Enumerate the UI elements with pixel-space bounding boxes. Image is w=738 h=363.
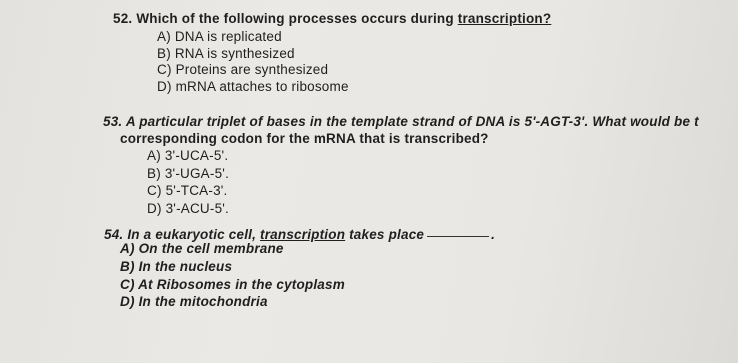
question-53-option-b: B) 3'-UGA-5'.	[147, 166, 230, 181]
question-52-keyword: transcription?	[457, 11, 552, 26]
question-54-prompt-text: 54. In a eukaryotic cell,	[104, 227, 261, 242]
question-52-prompt	[113, 11, 551, 27]
question-53-option-a: A) 3'-UCA-5'.	[147, 148, 229, 163]
question-54-option-b: B) In the nucleus	[120, 259, 233, 274]
question-54-prompt-suffix: takes place	[345, 227, 425, 242]
question-53-option-d: D) 3'-ACU-5'.	[147, 201, 230, 216]
question-54-option-c: C) At Ribosomes in the cytoplasm	[120, 277, 345, 292]
question-53-option-c: C) 5'-TCA-3'.	[147, 183, 228, 198]
question-54-period: .	[491, 227, 496, 242]
question-54-option-d: D) In the mitochondria	[120, 294, 268, 309]
question-52-option-b: B) RNA is synthesized	[157, 46, 295, 61]
question-52-option-c: C) Proteins are synthesized	[157, 62, 329, 77]
question-53-prompt-line-1: 53. A particular triplet of bases in the template strand of DNA is 5'-AGT-3'. What would be t	[103, 114, 699, 129]
question-52-option-d: D) mRNA attaches to ribosome	[157, 79, 349, 94]
answer-blank[interactable]	[427, 236, 489, 237]
question-54-option-a: A) On the cell membrane	[120, 241, 284, 256]
question-52-prompt-text: 52. Which of the following processes occurs during	[113, 11, 458, 26]
question-53-prompt-line-2: corresponding codon for the mRNA that is transcribed?	[120, 131, 489, 146]
question-52-option-a: A) DNA is replicated	[157, 29, 282, 44]
question-54-keyword: transcription	[260, 227, 346, 242]
